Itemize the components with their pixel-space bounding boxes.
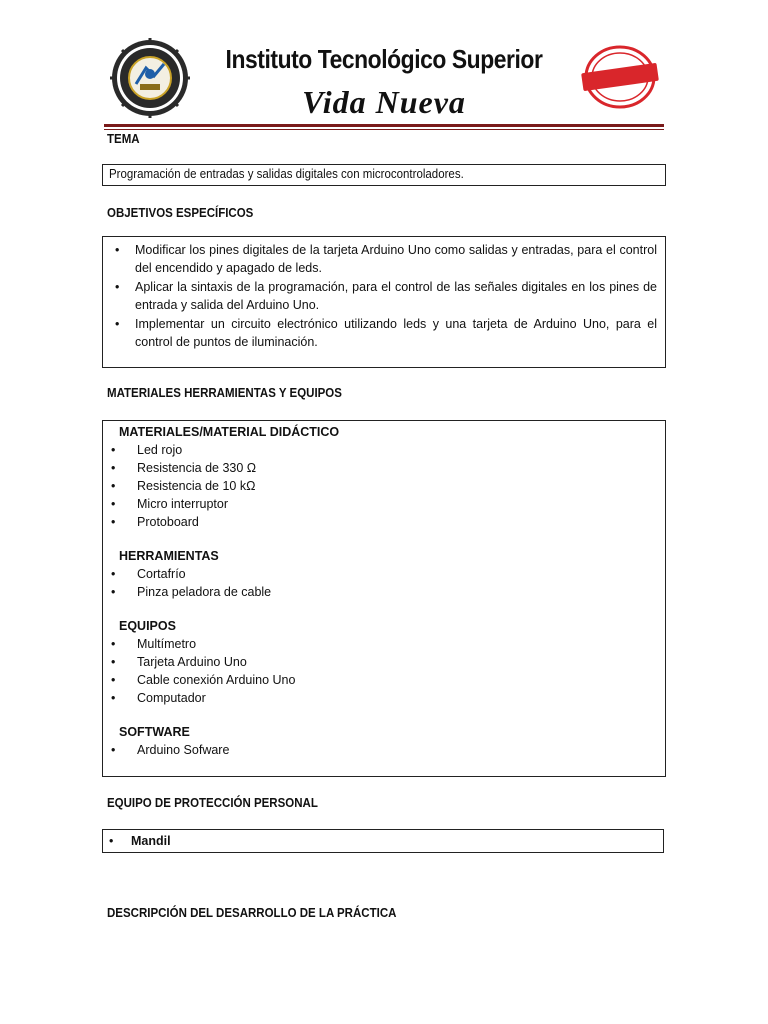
header-divider-thin [104, 129, 664, 130]
materiales-heading: MATERIALES HERRAMIENTAS Y EQUIPOS [107, 386, 342, 400]
materiales-subheading: MATERIALES/MATERIAL DIDÁCTICO [119, 425, 340, 439]
epp-box [102, 829, 664, 853]
tema-heading: TEMA [107, 132, 140, 146]
equipment-item: • Tarjeta Arduino Uno [111, 653, 657, 671]
accredited-stamp-logo [578, 44, 662, 110]
material-item: • Protoboard [111, 513, 657, 531]
descripcion-heading: DESCRIPCIÓN DEL DESARROLLO DE LA PRÁCTICA [107, 906, 397, 920]
materiales-box [102, 420, 666, 777]
material-item: • Micro interruptor [111, 495, 657, 513]
objetivos-heading: OBJETIVOS ESPECÍFICOS [107, 206, 254, 220]
institution-seal-logo [110, 38, 190, 118]
software-item: • Arduino Sofware [111, 741, 657, 759]
objetivos-box [102, 236, 666, 368]
material-item: • Resistencia de 330 Ω [111, 459, 657, 477]
equipment-item: • Cable conexión Arduino Uno [111, 671, 657, 689]
header-divider [104, 124, 664, 127]
equipment-item: • Multímetro [111, 635, 657, 653]
equipos-subheading: EQUIPOS [119, 619, 176, 633]
objective-item: • Aplicar la sintaxis de la programación, para el control de las señales digitales en los pines de entrada y salida del Arduino Uno. [109, 278, 657, 314]
tool-item: • Cortafrío [111, 565, 657, 583]
material-item: • Led rojo [111, 441, 657, 459]
institution-name: Vida Nueva [302, 84, 466, 120]
tema-text: Programación de entradas y salidas digitales con microcontroladores. [109, 167, 464, 181]
tool-item: • Pinza peladora de cable [111, 583, 657, 601]
material-item: • Resistencia de 10 kΩ [111, 477, 657, 495]
institution-title: Instituto Tecnológico Superior [225, 44, 543, 74]
tema-box [102, 164, 666, 186]
equipment-item: • Computador [111, 689, 657, 707]
herramientas-subheading: HERRAMIENTAS [119, 549, 219, 563]
objective-item: • Implementar un circuito electrónico utilizando leds y una tarjeta de Arduino Uno, para el control de puntos de iluminación. [109, 315, 657, 351]
objective-item: • Modificar los pines digitales de la tarjeta Arduino Uno como salidas y entradas, para el control del encendido y apagado de leds. [109, 241, 657, 277]
epp-item: • Mandil [109, 832, 657, 850]
software-subheading: SOFTWARE [119, 725, 190, 739]
epp-heading: EQUIPO DE PROTECCIÓN PERSONAL [107, 796, 318, 810]
